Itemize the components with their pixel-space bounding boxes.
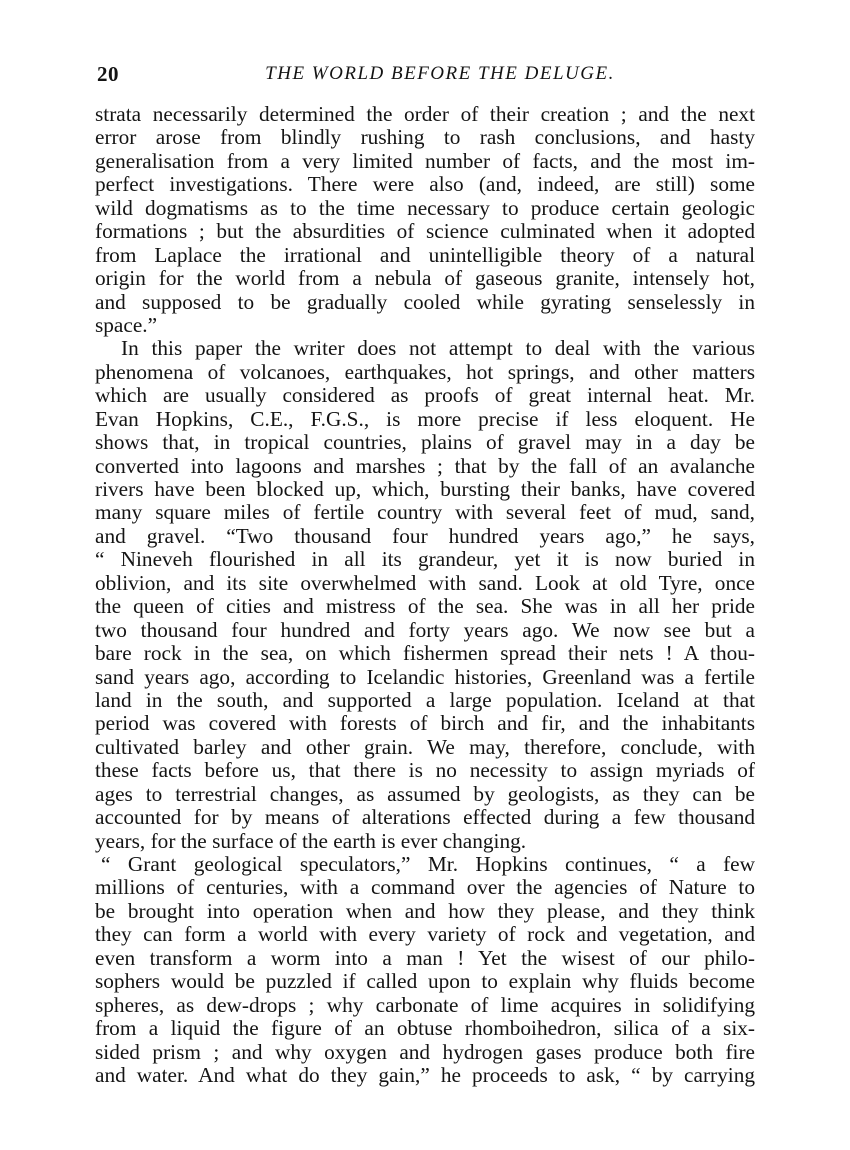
text-line: two thousand four hundred and forty years ago. We now see but a	[95, 617, 755, 642]
text-line: from a liquid the figure of an obtuse rhomboihedron, silica of a six-	[95, 1016, 755, 1041]
text-line: space.”	[95, 312, 158, 337]
text-line: from Laplace the irrational and unintelligible theory of a natural	[95, 242, 755, 267]
text-line: cultivated barley and other grain. We may, therefore, conclude, with	[95, 734, 755, 759]
text-line: bare rock in the sea, on which fishermen spread their nets ! A thou-	[95, 641, 755, 666]
text-line: perfect investigations. There were also (and, indeed, are still) some	[95, 172, 755, 197]
text-line: the queen of cities and mistress of the sea. She was in all her pride	[95, 594, 755, 619]
text-line: land in the south, and supported a large population. Iceland at that	[95, 687, 755, 712]
text-line: “ Nineveh flourished in all its grandeur, yet it is now buried in	[95, 547, 755, 572]
text-line: strata necessarily determined the order of their creation ; and the next	[95, 102, 755, 126]
text-line: sided prism ; and why oxygen and hydrogen gases produce both fire	[95, 1039, 755, 1064]
text-line: origin for the world from a nebula of gaseous granite, intensely hot,	[95, 266, 755, 291]
text-line: formations ; but the absurdities of science culminated when it adopted	[95, 219, 755, 244]
running-title: THE WORLD BEFORE THE DELUGE.	[265, 63, 615, 84]
text-line: ages to terrestrial changes, as assumed by geologists, as they can be	[95, 781, 755, 806]
text-line: years, for the surface of the earth is ever changing.	[95, 828, 527, 853]
text-line: they can form a world with every variety of rock and vegetation, and	[95, 922, 755, 947]
paragraph-first-line: “ Grant geological speculators,” Mr. Hopkins continues, “ a few	[101, 852, 755, 876]
text-line: which are usually considered as proofs of great internal heat. Mr.	[95, 383, 755, 408]
body-text	[95, 103, 755, 1087]
text-line: period was covered with forests of birch and fir, and the inhabitants	[95, 711, 755, 736]
text-line: phenomena of volcanoes, earthquakes, hot springs, and other matters	[95, 359, 755, 384]
text-line: Evan Hopkins, C.E., F.G.S., is more precise if less eloquent. He	[95, 406, 755, 431]
text-line: accounted for by means of alterations effected during a few thousand	[95, 805, 755, 830]
text-line: and gravel. “Two thousand four hundred years ago,” he says,	[95, 523, 755, 548]
text-line: oblivion, and its site overwhelmed with sand. Look at old Tyre, once	[95, 570, 755, 595]
text-line: millions of centuries, with a command over the agencies of Nature to	[95, 875, 755, 900]
text-line: sophers would be puzzled if called upon to explain why fluids become	[95, 969, 755, 994]
text-line: converted into lagoons and marshes ; that by the fall of an avalanche	[95, 453, 755, 478]
paragraph-first-line: In this paper the writer does not attempt to deal with the various	[121, 336, 755, 361]
page-number: 20	[97, 62, 119, 86]
text-line: and supposed to be gradually cooled while gyrating senselessly in	[95, 289, 755, 314]
text-line: many square miles of fertile country with several feet of mud, sand,	[95, 500, 755, 525]
text-line: spheres, as dew-drops ; why carbonate of lime acquires in solidifying	[95, 992, 755, 1017]
text-line: sand years ago, according to Icelandic histories, Greenland was a fertile	[95, 664, 755, 689]
text-line: be brought into operation when and how they please, and they think	[95, 898, 755, 923]
text-line: generalisation from a very limited number of facts, and the most im-	[95, 148, 755, 173]
text-line: shows that, in tropical countries, plains of gravel may in a day be	[95, 430, 755, 455]
text-line: error arose from blindly rushing to rash conclusions, and hasty	[95, 125, 755, 150]
text-line: these facts before us, that there is no necessity to assign myriads of	[95, 758, 755, 783]
text-line: wild dogmatisms as to the time necessary to produce certain geologic	[95, 195, 755, 220]
text-line: even transform a worm into a man ! Yet the wisest of our philo-	[95, 945, 755, 970]
text-line: rivers have been blocked up, which, bursting their banks, have covered	[95, 477, 755, 501]
running-head	[95, 62, 755, 88]
text-line: and water. And what do they gain,” he proceeds to ask, “ by carrying	[95, 1062, 755, 1087]
